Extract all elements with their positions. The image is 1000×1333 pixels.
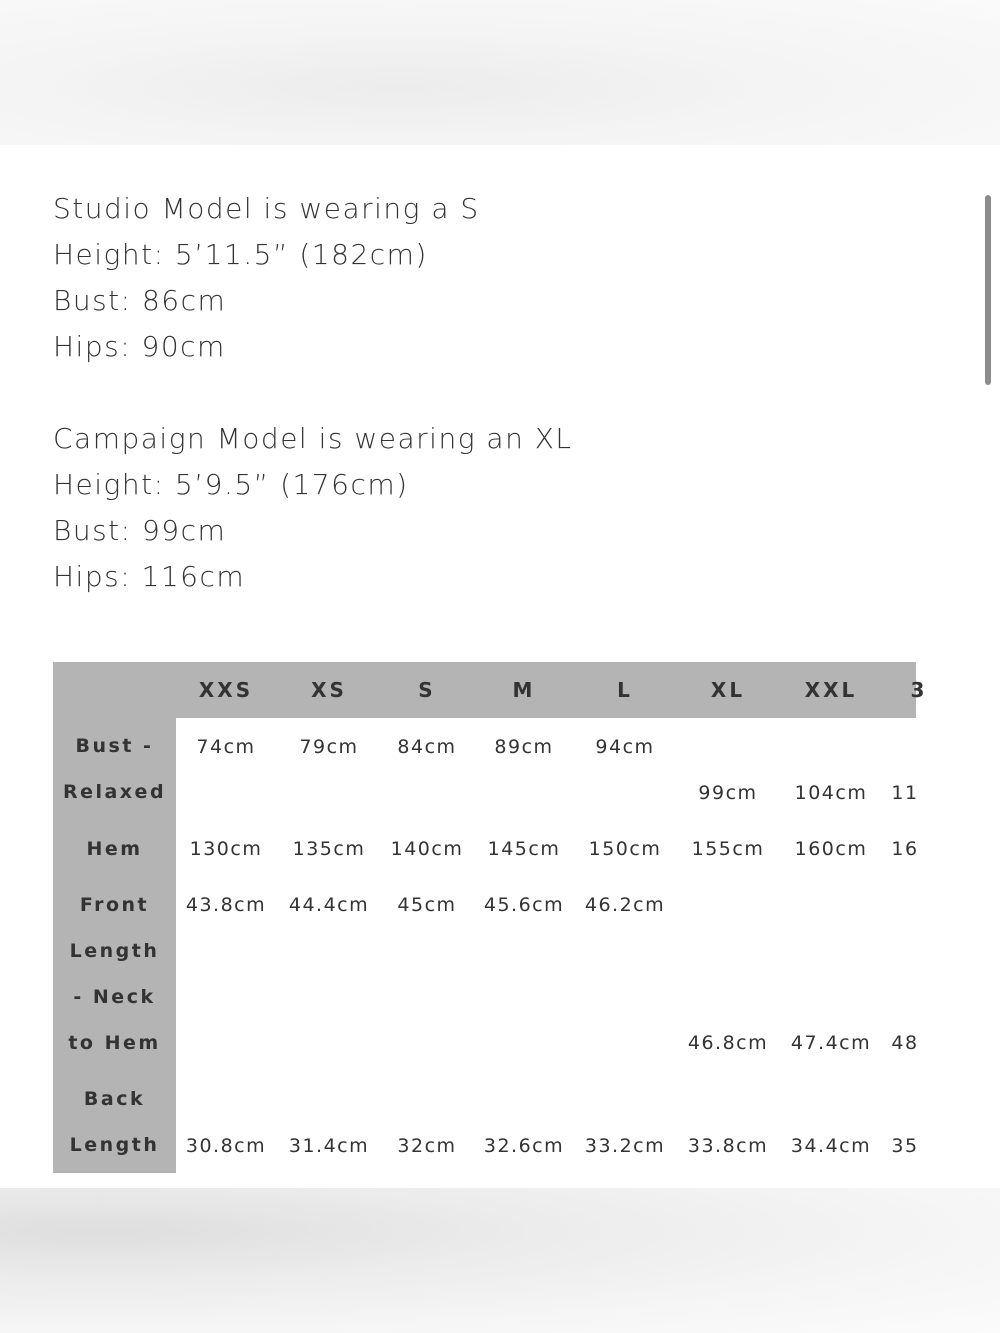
table-cell: 160cm <box>794 838 868 860</box>
table-cell: 32cm <box>397 1135 457 1157</box>
table-cell: 43.8cm <box>185 894 267 916</box>
row-label-2-line-3: to Hem <box>68 1032 161 1054</box>
row-label-2-line-0: Front <box>79 894 150 916</box>
table-cell: 46.8cm <box>687 1032 769 1054</box>
table-cell: 135cm <box>292 838 366 860</box>
table-cell: 79cm <box>299 736 359 758</box>
table-cell: 94cm <box>595 736 655 758</box>
size-header-row <box>53 662 916 718</box>
table-cell: 33.2cm <box>584 1135 666 1157</box>
size-header-xxs: XXS <box>198 678 254 702</box>
table-cell: 145cm <box>487 838 561 860</box>
table-cell: 11 <box>891 782 919 804</box>
campaign-model-height: Height: 5’9.5” (176cm) <box>53 468 409 501</box>
table-cell: 47.4cm <box>790 1032 872 1054</box>
studio-model-height: Height: 5’11.5” (182cm) <box>53 238 428 271</box>
table-cell: 84cm <box>397 736 457 758</box>
row-label-2-line-2: - Neck <box>73 986 156 1008</box>
table-cell: 35 <box>891 1135 919 1157</box>
size-header-clipped: 3 <box>910 678 928 702</box>
size-header-xs: XS <box>311 678 347 702</box>
size-header-xxl: XXL <box>804 678 858 702</box>
table-cell: 99cm <box>698 782 758 804</box>
table-cell: 155cm <box>691 838 765 860</box>
table-cell: 48 <box>891 1032 919 1054</box>
studio-model-bust: Bust: 86cm <box>53 284 227 317</box>
table-cell: 30.8cm <box>185 1135 267 1157</box>
table-cell: 130cm <box>189 838 263 860</box>
row-label-0-line-1: Relaxed <box>62 781 167 803</box>
campaign-model-info <box>53 416 573 600</box>
studio-model-hips: Hips: 90cm <box>53 330 226 363</box>
row-label-3-line-1: Length <box>69 1134 160 1156</box>
campaign-model-bust: Bust: 99cm <box>53 514 227 547</box>
table-cell: 150cm <box>588 838 662 860</box>
table-cell: 104cm <box>794 782 868 804</box>
table-cell: 45cm <box>397 894 457 916</box>
table-cell: 89cm <box>494 736 554 758</box>
table-cell: 16 <box>891 838 919 860</box>
scrollbar[interactable] <box>985 195 991 385</box>
campaign-model-hips: Hips: 116cm <box>53 560 246 593</box>
table-cell: 44.4cm <box>288 894 370 916</box>
size-header-xl: XL <box>710 678 746 702</box>
size-header-m: M <box>512 678 536 702</box>
size-table[interactable] <box>53 662 928 1173</box>
size-header-l: L <box>617 678 633 702</box>
campaign-model-title: Campaign Model is wearing an XL <box>53 422 573 455</box>
studio-model-info <box>53 186 480 370</box>
table-cell: 32.6cm <box>483 1135 565 1157</box>
table-cell: 31.4cm <box>288 1135 370 1157</box>
table-cell: 46.2cm <box>584 894 666 916</box>
table-cell: 45.6cm <box>483 894 565 916</box>
table-cell: 140cm <box>390 838 464 860</box>
size-header-s: S <box>418 678 436 702</box>
studio-model-title: Studio Model is wearing a S <box>53 192 480 225</box>
blurred-background-top <box>0 0 1000 145</box>
row-label-2-line-1: Length <box>69 940 160 962</box>
row-label-1-line-0: Hem <box>86 838 143 860</box>
table-cell: 74cm <box>196 736 256 758</box>
row-label-3-line-0: Back <box>83 1088 146 1110</box>
row-label-0-line-0: Bust - <box>75 735 154 757</box>
table-cell: 33.8cm <box>687 1135 769 1157</box>
blurred-background-bottom <box>0 1188 1000 1333</box>
table-cell: 34.4cm <box>790 1135 872 1157</box>
